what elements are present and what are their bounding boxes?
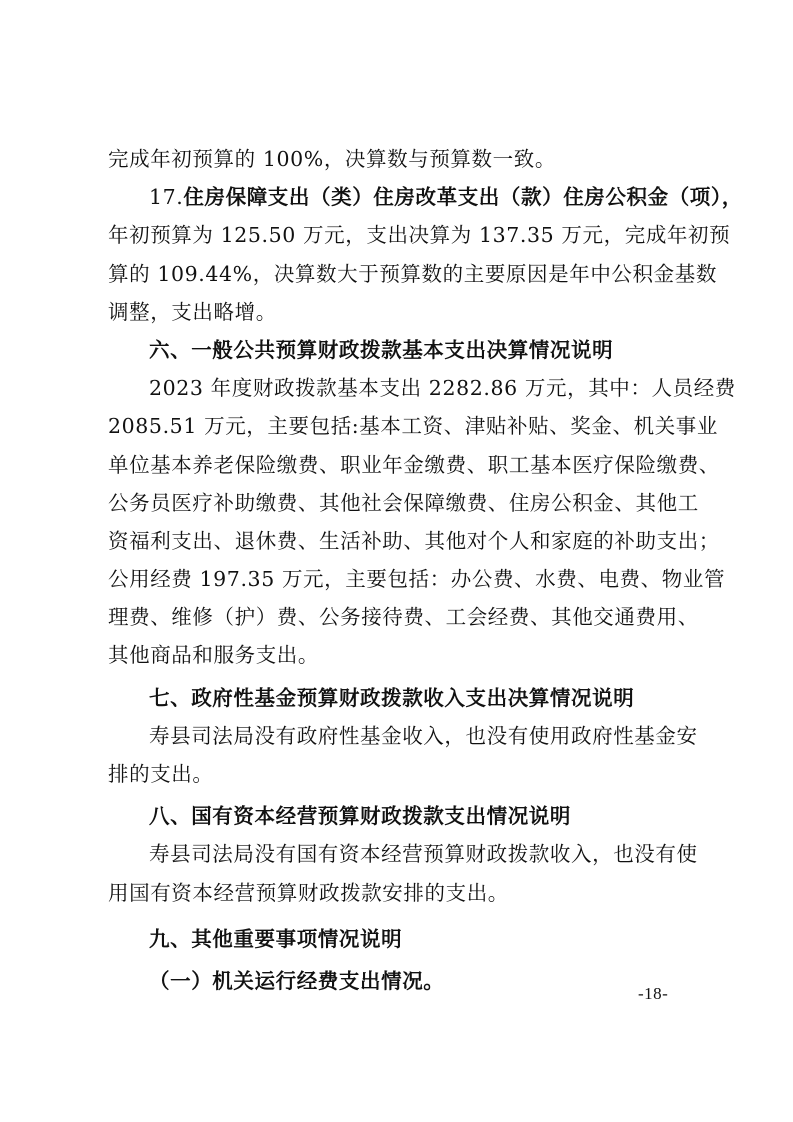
page-number: -18- [638,984,669,1003]
paragraph-line: 2023 年度财政拨款基本支出 2282.86 万元，其中：人员经费 [149,376,736,401]
paragraph-line: 资福利支出、退休费、生活补助、其他对个人和家庭的补助支出； [108,528,720,553]
paragraph-line: 单位基本养老保险缴费、职业年金缴费、职工基本医疗保险缴费、 [108,452,720,477]
paragraph-line: 公用经费 197.35 万元，主要包括：办公费、水费、电费、物业管 [108,567,726,592]
subsection-heading: （一）机关运行经费支出情况。 [149,968,445,993]
paragraph-line: 调整，支出略增。 [108,299,277,324]
paragraph-line: 2085.51 万元，主要包括:基本工资、津贴补贴、奖金、机关事业 [108,414,718,439]
item-number: 17. [149,185,184,210]
paragraph-line: 寿县司法局没有政府性基金收入，也没有使用政府性基金安 [149,723,698,748]
paragraph-line: 完成年初预算的 100%，决算数与预算数一致。 [108,147,556,171]
paragraph-line: 其他商品和服务支出。 [108,643,319,668]
paragraph-line: 排的支出。 [108,762,214,786]
paragraph-line: 理费、维修（护）费、公务接待费、工会经费、其他交通费用、 [108,605,699,630]
paragraph-line: 算的 109.44%，决算数大于预算数的主要原因是年中公积金基数 [108,261,717,286]
paragraph-line: 寿县司法局没有国有资本经营预算财政拨款收入，也没有使 [149,842,698,867]
document-body [108,140,743,1000]
item-title: 住房保障支出（类）住房改革支出（款）住房公积金（项）， [183,185,743,210]
paragraph-line: 公务员医疗补助缴费、其他社会保障缴费、住房公积金、其他工 [108,490,699,515]
paragraph-line: 年初预算为 125.50 万元，支出决算为 137.35 万元，完成年初预 [108,223,731,248]
section-heading-7: 七、政府性基金预算财政拨款收入支出决算情况说明 [149,685,635,710]
section-heading-8: 八、国有资本经营预算财政拨款支出情况说明 [149,804,571,829]
section-heading-9: 九、其他重要事项情况说明 [149,926,403,951]
section-heading-6: 六、一般公共预算财政拨款基本支出决算情况说明 [149,337,614,362]
item-17-heading [108,178,743,216]
paragraph-line: 用国有资本经营预算财政拨款安排的支出。 [108,880,509,905]
